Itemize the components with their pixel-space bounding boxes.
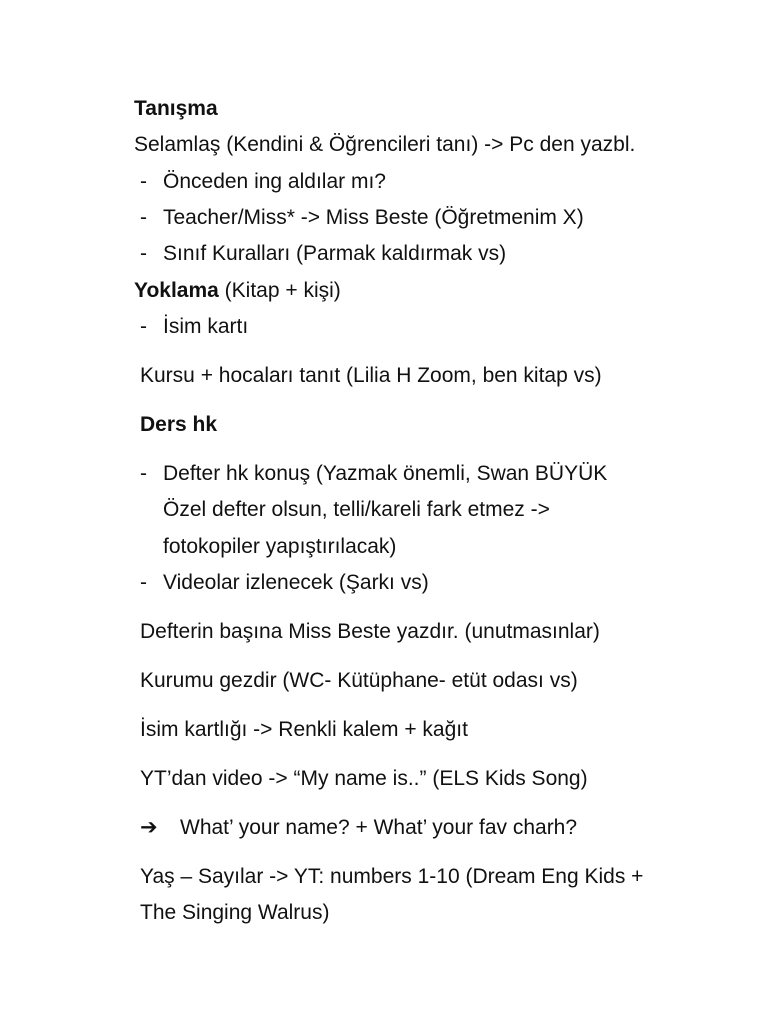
list-item: İsim kartı (163, 315, 249, 338)
body-text-line: Selamlaş (Kendini & Öğrencileri tanı) -> Pc den yazbl. (134, 133, 636, 156)
body-paragraph: Kursu + hocaları tanıt (Lilia H Zoom, ben kitap vs) (140, 364, 602, 387)
body-paragraph: İsim kartlığı -> Renkli kalem + kağıt (140, 718, 468, 741)
list-marker: - (140, 170, 147, 193)
section-heading-ders-hk: Ders hk (140, 413, 218, 436)
section-heading-yoklama-line (134, 280, 341, 301)
list-item: Önceden ing aldılar mı? (163, 170, 386, 193)
body-paragraph-line: Yaş – Sayılar -> YT: numbers 1-10 (Dream Eng Kids + (140, 865, 644, 888)
section-heading-note: (Kitap + kişi) (218, 279, 341, 302)
list-item-line: Defter hk konuş (Yazmak önemli, Swan BÜYÜK (163, 462, 608, 485)
section-heading-tanisma: Tanışma (134, 97, 218, 120)
list-item: Videolar izlenecek (Şarkı vs) (163, 571, 429, 594)
body-paragraph: YT’dan video -> “My name is..” (ELS Kids Song) (140, 767, 588, 790)
body-paragraph: What’ your name? + What’ your fav charh? (180, 816, 578, 839)
list-marker: - (140, 206, 147, 229)
list-marker: - (140, 315, 147, 338)
body-paragraph: Defterin başına Miss Beste yazdır. (unutmasınlar) (140, 620, 600, 643)
body-paragraph: Kurumu gezdir (WC- Kütüphane- etüt odası vs) (140, 669, 578, 692)
list-marker: - (140, 462, 147, 485)
list-item: Teacher/Miss* -> Miss Beste (Öğretmenim X) (163, 206, 584, 229)
list-item-line: fotokopiler yapıştırılacak) (163, 535, 397, 558)
body-paragraph-line: The Singing Walrus) (140, 901, 330, 924)
list-marker: - (140, 571, 147, 594)
list-item-line: Özel defter olsun, telli/kareli fark etmez -> (163, 498, 550, 521)
list-item: Sınıf Kuralları (Parmak kaldırmak vs) (163, 242, 507, 265)
arrow-right-icon: ➔ (140, 816, 158, 839)
section-heading-yoklama: Yoklama (134, 279, 219, 302)
list-marker: - (140, 242, 147, 265)
